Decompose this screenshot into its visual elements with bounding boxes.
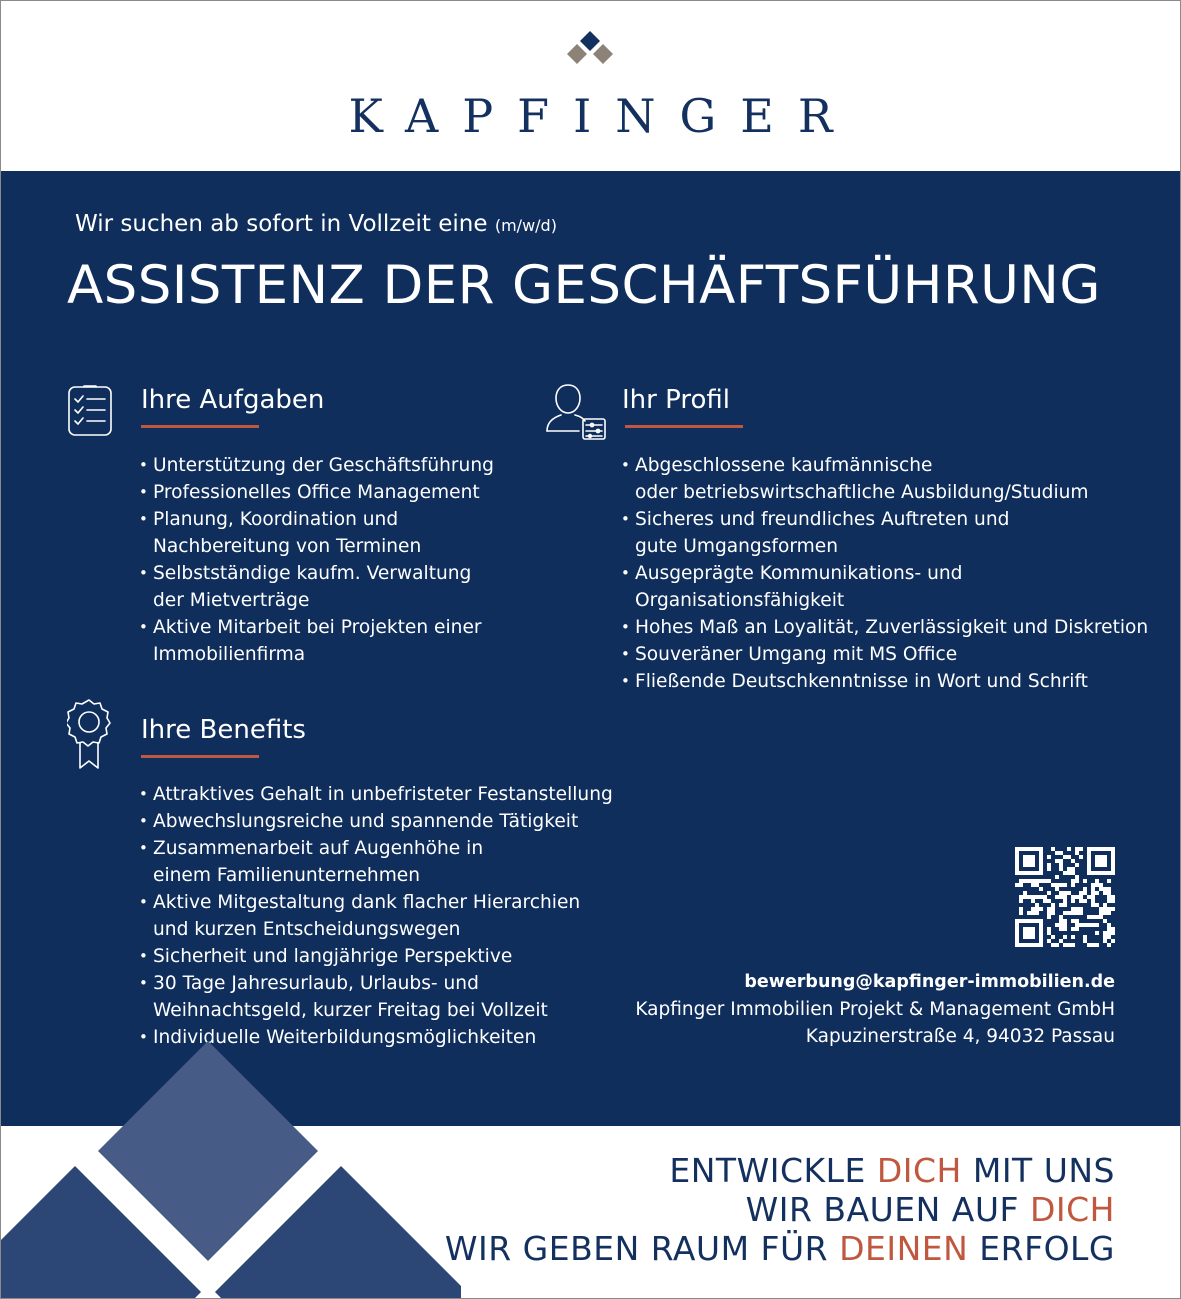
list-item [139, 479, 494, 506]
list-item [621, 641, 1148, 668]
list-item-line: • Abgeschlossene kaufmännische [635, 455, 933, 476]
list-item-line: • Zusammenarbeit auf Augenhöhe in [153, 838, 484, 859]
intro-text: Wir suchen ab sofort in Vollzeit eine [75, 211, 488, 237]
header [1, 1, 1180, 171]
contact-email-link[interactable]: bewerbung@kapfinger-immobilien.de [744, 972, 1115, 992]
award-icon [67, 698, 111, 770]
benefits-list [139, 781, 613, 1051]
list-item [139, 889, 613, 943]
list-item [139, 560, 494, 614]
slogan-line-2 [445, 1190, 1115, 1229]
job-title: ASSISTENZ DER GESCHÄFTSFÜHRUNG [67, 255, 1101, 316]
section-underline [141, 755, 259, 758]
list-item-line: oder betriebswirtschaftliche Ausbildung/Studium [635, 482, 1089, 503]
list-item-line: einem Familienunternehmen [153, 865, 421, 886]
list-item-line: • Professionelles Office Management [153, 482, 480, 503]
profil-list [621, 452, 1148, 695]
gender-note: (m/w/d) [494, 216, 557, 235]
list-item-line: • Planung, Koordination und [153, 509, 399, 530]
list-item-line: Weihnachtsgeld, kurzer Freitag bei Vollzeit [153, 1000, 548, 1021]
slogan-line-3 [445, 1229, 1115, 1268]
slogan [445, 1151, 1115, 1268]
list-item [139, 781, 613, 808]
list-item-line: • Aktive Mitgestaltung dank flacher Hierarchien [153, 892, 581, 913]
list-item [621, 560, 1148, 614]
list-item-line: • Individuelle Weiterbildungsmöglichkeiten [153, 1027, 537, 1048]
logo-diamonds-icon [563, 31, 617, 69]
list-item [621, 506, 1148, 560]
slogan-text: ERFOLG [968, 1229, 1115, 1268]
company-address: Kapuzinerstraße 4, 94032 Passau [805, 1026, 1115, 1047]
list-item [621, 614, 1148, 641]
list-item-line: • Aktive Mitarbeit bei Projekten einer [153, 617, 482, 638]
list-item-line: Immobilienfirma [153, 644, 306, 665]
list-item-line: und kurzen Entscheidungswegen [153, 919, 461, 940]
list-item-line: • Sicherheit und langjährige Perspektive [153, 946, 513, 967]
list-item-line: • Ausgeprägte Kommunikations- und [635, 563, 963, 584]
slogan-text: WIR GEBEN RAUM FÜR [444, 1229, 840, 1268]
company-name: Kapfinger Immobilien Projekt & Management GmbH [635, 999, 1115, 1020]
company-logo-text: KAPFINGER [348, 89, 857, 143]
section-title-benefits: Ihre Benefits [141, 715, 306, 745]
person-settings-icon [545, 381, 607, 441]
section-underline [625, 425, 743, 428]
slogan-highlight: DICH [1030, 1190, 1115, 1229]
list-item [139, 943, 613, 970]
slogan-highlight: DEINEN [839, 1229, 969, 1268]
main-content [1, 171, 1180, 1126]
slogan-highlight: DICH [876, 1151, 962, 1190]
list-item-line: Nachbereitung von Terminen [153, 536, 422, 557]
list-item [621, 452, 1148, 506]
list-item [139, 506, 494, 560]
list-item-line: • Unterstützung der Geschäftsführung [153, 455, 494, 476]
list-item [139, 970, 613, 1024]
list-item [621, 668, 1148, 695]
slogan-text: MIT UNS [961, 1151, 1115, 1190]
list-item-line: Organisationsfähigkeit [635, 590, 845, 611]
intro-line [75, 211, 557, 237]
list-item-line: • Fließende Deutschkenntnisse in Wort und Schrift [635, 671, 1088, 692]
list-item-line: • Attraktives Gehalt in unbefristeter Festanstellung [153, 784, 613, 805]
section-title-profil: Ihr Profil [622, 385, 730, 415]
list-item-line: • Selbstständige kaufm. Verwaltung [153, 563, 472, 584]
decorative-diamonds [1, 1041, 461, 1299]
slogan-line-1 [445, 1151, 1115, 1190]
checklist-icon [67, 383, 113, 437]
section-underline [141, 425, 259, 428]
slogan-text: WIR BAUEN AUF [745, 1190, 1030, 1229]
list-item [139, 808, 613, 835]
aufgaben-list [139, 452, 494, 668]
list-item-line: • 30 Tage Jahresurlaub, Urlaubs- und [153, 973, 479, 994]
list-item-line: der Mietverträge [153, 590, 310, 611]
contact-block [635, 969, 1115, 1050]
list-item [139, 614, 494, 668]
slogan-text: ENTWICKLE [669, 1151, 877, 1190]
list-item [139, 452, 494, 479]
list-item-line: • Abwechslungsreiche und spannende Tätigkeit [153, 811, 579, 832]
list-item-line: • Sicheres und freundliches Auftreten und [635, 509, 1010, 530]
qr-code-icon[interactable] [1015, 847, 1115, 947]
section-title-aufgaben: Ihre Aufgaben [141, 385, 325, 415]
list-item-line: gute Umgangsformen [635, 536, 838, 557]
list-item-line: • Souveräner Umgang mit MS Office [635, 644, 958, 665]
list-item [139, 835, 613, 889]
list-item-line: • Hohes Maß an Loyalität, Zuverlässigkeit und Diskretion [635, 617, 1149, 638]
